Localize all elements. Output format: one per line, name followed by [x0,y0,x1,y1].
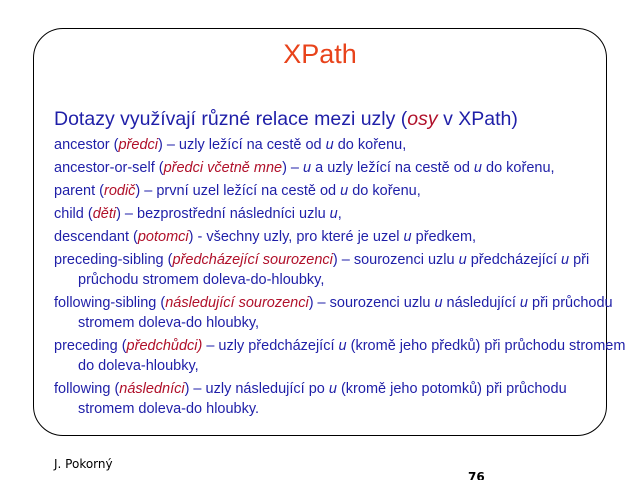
axis-var: u [325,137,334,153]
axis-term: následníci [119,381,185,397]
axis-name: parent ( [54,183,104,199]
axis-name: ancestor-or-self ( [54,160,164,176]
axis-text: , [337,206,342,222]
axis-var: u [403,229,412,245]
axis-text: do kořenu, [348,183,421,199]
axis-name: preceding ( [54,338,127,354]
axis-text: následující [442,295,520,311]
heading-text-before: Dotazy využívají různé relace mezi uzly ( [54,108,408,130]
axis-var: u [561,252,570,268]
slide-heading [54,106,626,132]
axis-var: u [340,183,349,199]
axis-var: u [519,295,528,311]
slide-title: XPath [283,39,357,69]
axis-text: (kromě jeho potomků) při průchodu stromem doleva-do hloubky. [78,381,567,417]
axis-ancestor-or-self [54,158,626,178]
axis-term: rodič [103,183,136,199]
axis-name: child ( [54,206,93,222]
axis-name: ancestor ( [54,137,119,153]
axis-text: ) - všechny uzly, pro které je uzel [188,229,404,245]
axis-text: do kořenu, [482,160,555,176]
axis-term: předcházející sourozenci [172,252,333,268]
page-number: 76 [468,470,485,480]
axis-text: ) – uzly ležící na cestě od [157,137,326,153]
axis-ancestor [54,135,626,155]
axis-name: descendant ( [54,229,138,245]
axis-text: předkem, [411,229,477,245]
footer-author: J. Pokorný [54,457,113,471]
axis-text: ) – [282,160,304,176]
axis-text: – uzly předcházející [202,338,339,354]
axis-preceding-sibling [54,250,626,290]
axis-text: a uzly ležící na cestě od [311,160,474,176]
axis-var: u [303,160,312,176]
axis-name: following ( [54,381,120,397]
axis-text: ) – sourozenci uzlu [332,252,459,268]
heading-term: osy [407,108,438,130]
axis-text: ) – uzly následující po [184,381,329,397]
axis-var: u [473,160,482,176]
axis-term: předchůdci) [126,338,203,354]
axis-name: preceding-sibling ( [54,252,173,268]
heading-text-after: v XPath) [437,108,518,130]
axis-text: při průchodu stromem doleva-do-hloubky, [78,252,590,288]
axis-term: předci [118,137,158,153]
axis-text: předcházející [466,252,562,268]
axis-var: u [458,252,467,268]
axis-text: ) – první uzel ležící na cestě od [135,183,341,199]
axis-term: předci včetně mne [163,160,283,176]
axis-text: při průchodu stromem doleva-do hloubky, [78,295,613,331]
axis-following [54,379,626,419]
slide-content [54,106,626,422]
axis-child [54,204,626,224]
axis-var: u [329,206,338,222]
axis-var: u [328,381,337,397]
axis-term: následující sourozenci [165,295,309,311]
axis-text: ) – bezprostřední následníci uzlu [116,206,330,222]
axis-var: u [434,295,443,311]
axis-var: u [338,338,347,354]
axis-preceding [54,336,626,376]
axis-name: following-sibling ( [54,295,166,311]
axis-parent [54,181,626,201]
axis-following-sibling [54,293,626,333]
axis-term: potomci [137,229,189,245]
axis-text: (kromě jeho předků) při průchodu stromem do doleva-hloubky, [78,338,626,374]
axis-descendant [54,227,626,247]
axis-text: ) – sourozenci uzlu [308,295,435,311]
axis-term: děti [92,206,117,222]
axis-text: do kořenu, [333,137,407,153]
